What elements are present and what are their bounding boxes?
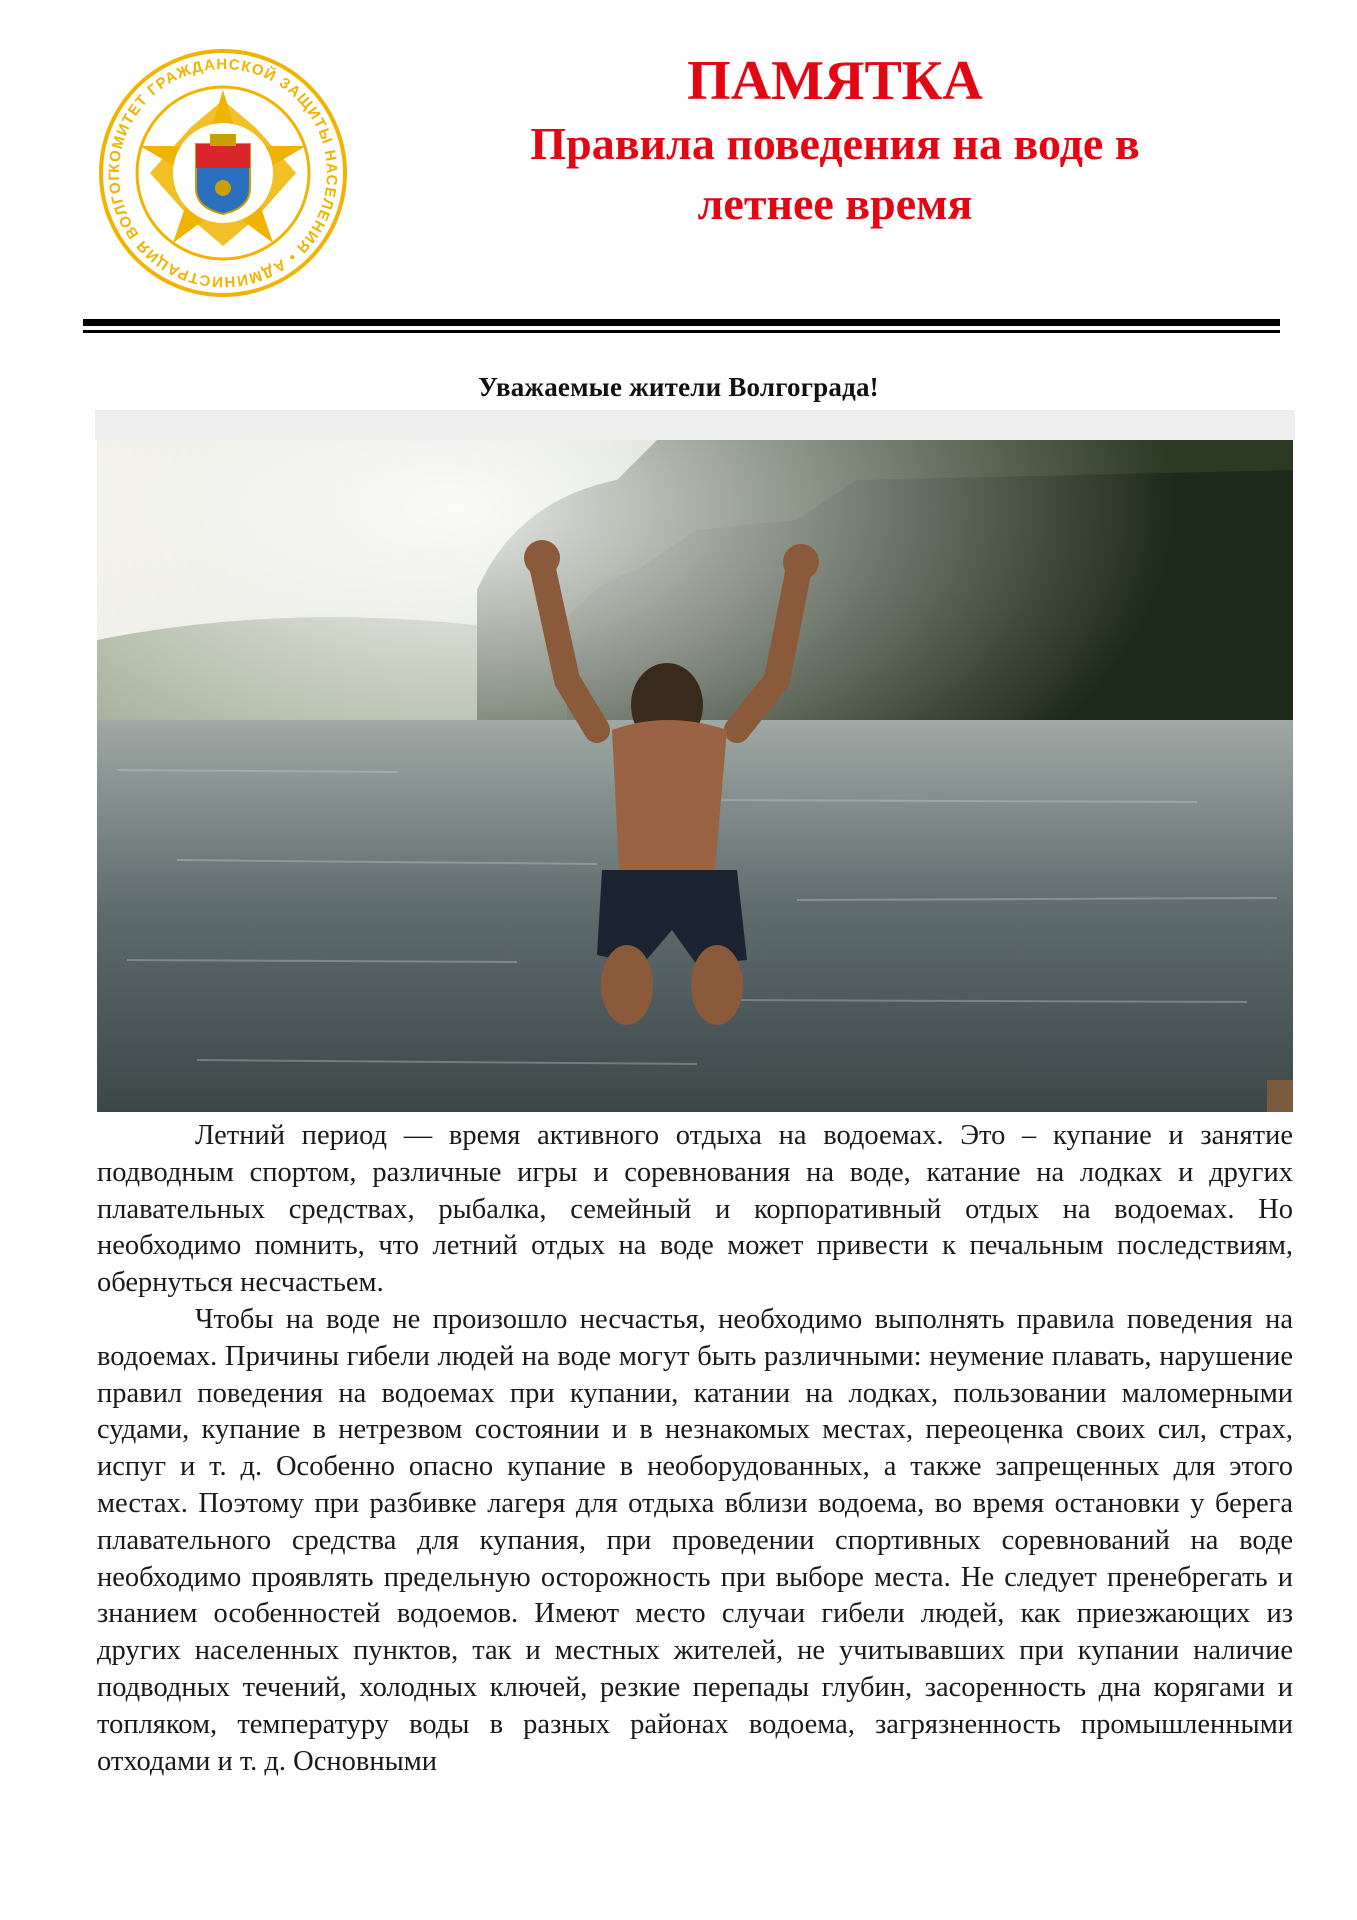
boy-jumping-into-lake-photo-icon [97,440,1293,1112]
header-title-block [400,48,1270,234]
page-title: ПАМЯТКА [687,50,983,112]
paragraph-1: Летний период — время активного отдыха на водоемах. Это – купание и занятие подводным спортом, различные игры и соревнования на воде, катание на лодках и других плавательных средствах, рыбалка, семейный и корпоративный отдых на водоемах. Но необходимо помнить, что летний отдых на воде может привести к печальным последствиям, обернуться несчастьем. [97,1120,1293,1299]
emblem-icon [98,48,348,298]
boy-jumping-photo [97,440,1293,1112]
page-subtitle-line1: Правила поведения на воде в [530,118,1140,169]
page-subtitle-line2: летнее время [697,178,973,229]
organization-logo [98,48,348,298]
article-body [97,1118,1293,1780]
header-divider-thick [83,319,1280,326]
paragraph-2: Чтобы на воде не произошло несчастья, необходимо выполнять правила поведения на водоемах. Причины гибели людей на воде могут быть различными: неумение плавать, нарушение правил поведения на водоемах при купании, катании на лодках, пользовании маломерными судами, купание в нетрезвом состоянии и в незнакомых местах, переоценка своих сил, страх, испуг и т. д. Особенно опасно купание в необорудованных, а также запрещенных для этого местах. Поэтому при разбивке лагеря для отдыха вблизи водоема, во время остановки у берега плавательного средства для купания, при проведении спортивных соревнований на воде необходимо проявлять предельную осторожность при выборе места. Не следует пренебрегать и знанием особенностей водоемов. Имеют место случаи гибели людей, как приезжающих из других населенных пунктов, так и местных жителей, не учитывавших при купании наличие подводных течений, холодных ключей, резкие перепады глубин, засоренность дна корягами и топляком, температуру воды в разных районах водоема, загрязненность промышленными отходами и т. д. Основными [97,1303,1293,1777]
header-divider-thin [83,330,1280,333]
photo-top-band [95,410,1295,440]
logo-ring-text: КОМИТЕТ ГРАЖДАНСКОЙ ЗАЩИТЫ НАСЕЛЕНИЯ • АДМИНИСТРАЦИЯ ВОЛГОГ [105,55,341,291]
greeting-heading: Уважаемые жители Волгограда! [478,372,879,402]
